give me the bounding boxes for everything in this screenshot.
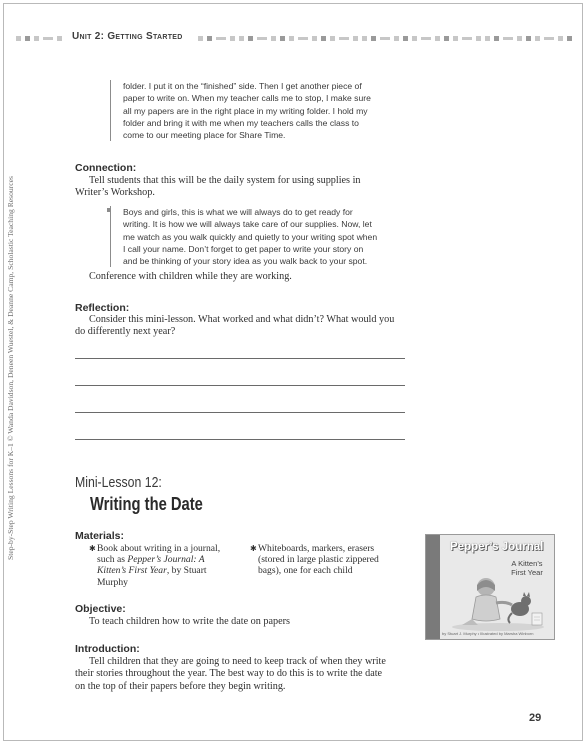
quote-line: Boys and girls, this is what we will always do to get ready for (123, 207, 353, 217)
objective-heading: Objective: (75, 603, 126, 615)
quote-line: me watch as you walk quickly and quietly to your writing spot when (123, 231, 378, 242)
writing-line (75, 385, 405, 386)
reflection-prompt: Consider this mini-lesson. What worked and what didn’t? What would you do differently next year? (75, 314, 395, 338)
quote-line: all my papers are in the right place in my writing folder. I hold my (123, 105, 368, 116)
header-ornament-left (16, 35, 64, 41)
materials-heading: Materials: (75, 530, 125, 542)
connection-closing: Conference with children while they are working. (89, 271, 292, 282)
writing-line (75, 412, 405, 413)
unit-title: Unit 2: Getting Started (72, 31, 183, 42)
materials-item-whiteboards: ✱ Whiteboards, markers, erasers (stored in large plastic zippered bags), one for each child (250, 543, 379, 577)
connection-heading: Connection: (75, 162, 137, 174)
bullet-star-icon: ✱ (89, 544, 96, 553)
page-number: 29 (529, 712, 542, 724)
connection-intro: Tell students that this will be the daily system for using supplies in Writer’s Workshop. (75, 175, 361, 199)
objective-text: To teach children how to write the date on papers (89, 616, 290, 627)
bullet-star-icon: ✱ (250, 544, 257, 553)
book-cover-image (425, 534, 555, 640)
materials-item-book: ✱ Book about writing in a journal, such as Pepper’s Journal: A Kitten’s First Year, by Stuart Murphy (89, 543, 221, 588)
book-spine (426, 535, 440, 639)
introduction-text: Tell children that they are going to need to keep track of when they write their stories throughout the year. The best way to do this is to write the date on the top of their papers before they begin writing. (75, 656, 386, 692)
quote-line: paper to write on. When my teacher calls me to stop, I make sure (123, 93, 371, 104)
writing-line (75, 358, 405, 359)
quote-line: and be thinking of your story idea as you walk back to your spot. (123, 256, 368, 267)
book-cover-credit: by Stuart J. Murphy • Illustrated by Marsha Winborn (442, 631, 534, 636)
quote-marker (107, 208, 111, 212)
teacher-script-quote (110, 206, 415, 267)
introduction-heading: Introduction: (75, 643, 140, 655)
quote-line: folder. I put it on the “finished” side. Then I get another piece of (123, 81, 362, 91)
header-ornament-right (198, 35, 576, 41)
running-header (0, 26, 588, 50)
writing-line (75, 439, 405, 440)
student-script-quote (110, 80, 415, 141)
quote-line: folder and bring it with me when my teachers calls the class to (123, 117, 359, 128)
book-cover-title: Pepper’s Journal (450, 541, 544, 553)
mini-lesson-label: Mini-Lesson 12: (75, 474, 162, 491)
reflection-heading: Reflection: (75, 302, 130, 314)
quote-line: I call your name. Don’t forget to get paper to write your story on (123, 243, 364, 254)
girl-and-kitten-illustration (448, 573, 548, 631)
copyright-credit: Step-by-Step Writing Lessons for K–1 © Wanda Davidson, Deneen Wuestel, & Deanne Camp, Scholastic Teaching Resources (6, 176, 15, 560)
book-cover-subtitle: A Kitten’s First Year (511, 559, 543, 577)
quote-line: come to our meeting place for Share Time. (123, 130, 286, 141)
mini-lesson-title: Writing the Date (90, 494, 203, 514)
quote-line: writing. It is how we will always take care of our supplies. Now, let (123, 219, 372, 230)
